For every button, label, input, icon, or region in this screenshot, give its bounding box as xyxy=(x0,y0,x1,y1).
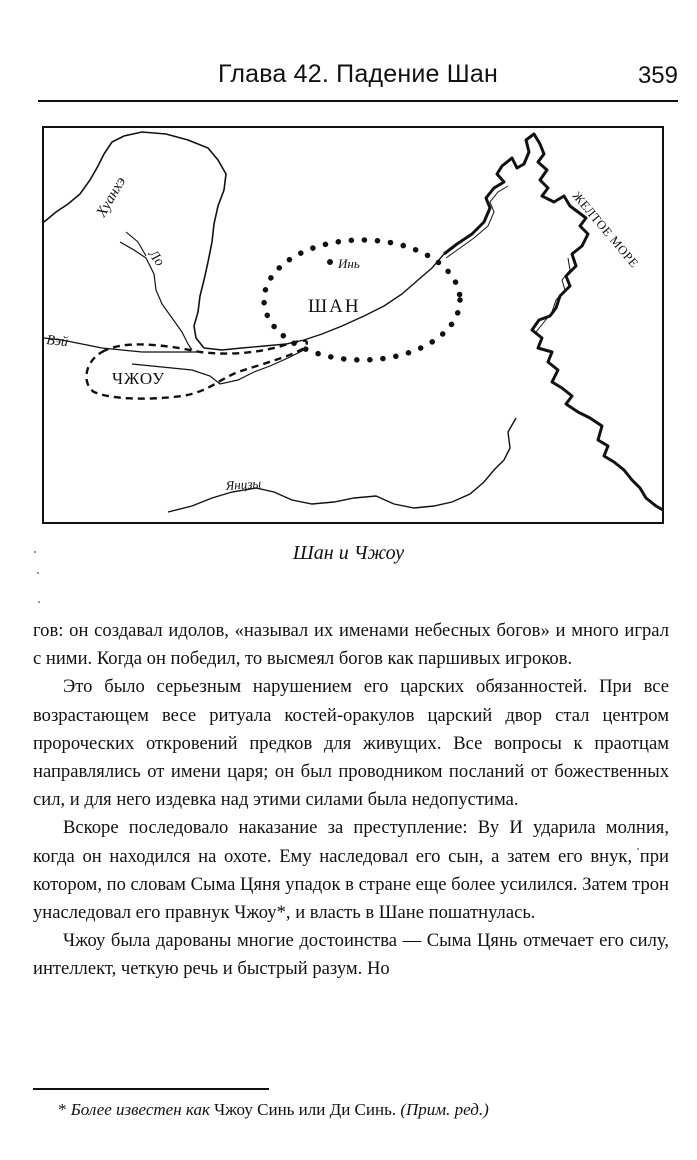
footnote xyxy=(58,1100,489,1120)
header-rule xyxy=(38,100,678,102)
label-luo: Ло xyxy=(144,247,167,270)
paragraph: Вскоре последовало наказание за преступление: Ву И ударила молния, когда он находился на охоте. Ему наследовал его сын, а затем его внук, при котором, по словам Сыма Цяня упадок в стране еще более усилился. Затем трон унаследовал его правнук Чжоу*, и власть в Шане пошатнулась. xyxy=(33,817,669,924)
label-zhou: ЧЖОУ xyxy=(112,369,166,388)
footnote-note: (Прим. ред.) xyxy=(400,1100,489,1119)
paragraph: гов: он создавал идолов, «называл их именами небесных богов» и много играл с ними. Когда он победил, то высмеял богов как паршивых игроков. xyxy=(33,620,669,670)
footnote-marker: * xyxy=(58,1100,71,1119)
footnote-prefix: Более известен как xyxy=(70,1100,210,1119)
label-wei: Вэй xyxy=(45,333,69,351)
chapter-title: Глава 42. Падение Шан xyxy=(218,60,498,88)
page-number: 359 xyxy=(637,62,678,89)
scan-speck xyxy=(37,572,39,574)
label-yin: Инь xyxy=(338,256,360,271)
map-caption: Шан и Чжоу xyxy=(292,542,405,564)
coastline xyxy=(444,134,663,510)
river-yangtze xyxy=(168,418,516,512)
label-huanghe: Хуанхэ xyxy=(93,174,130,220)
paragraph: Это было серьезным нарушением его царских обязанностей. При все возрастающем весе ритуала костей-оракулов царский двор стал центром пророческих откровений предков для живущих. Все вопросы к праотцам направлялись от имени царя; он был проводником посланий от божественных сил, и для него издевка над этими силами была недопустима. xyxy=(33,676,669,811)
scan-speck xyxy=(34,551,36,553)
paragraph: Чжоу была дарованы многие достоинства — Сыма Цянь отмечает его силу, интеллект, четкую речь и быстрый разум. Но xyxy=(33,930,669,980)
footnote-rule xyxy=(33,1088,269,1090)
map-shang-and-zhou xyxy=(42,126,664,524)
footnote-name: Чжоу Синь или Ди Синь. xyxy=(214,1100,397,1119)
scan-speck xyxy=(38,601,40,603)
label-yellow-sea: ЖЕЛТОЕ МОРЕ xyxy=(569,188,642,271)
label-shang: ШАН xyxy=(308,296,361,317)
body-text xyxy=(33,617,669,984)
map-frame xyxy=(43,127,663,523)
yin-city-marker xyxy=(327,259,333,265)
river-luo-branch xyxy=(126,232,146,256)
coastline-inner-edge xyxy=(536,258,570,332)
page-header xyxy=(38,58,678,98)
label-yangtze: Янцзы xyxy=(225,475,262,493)
